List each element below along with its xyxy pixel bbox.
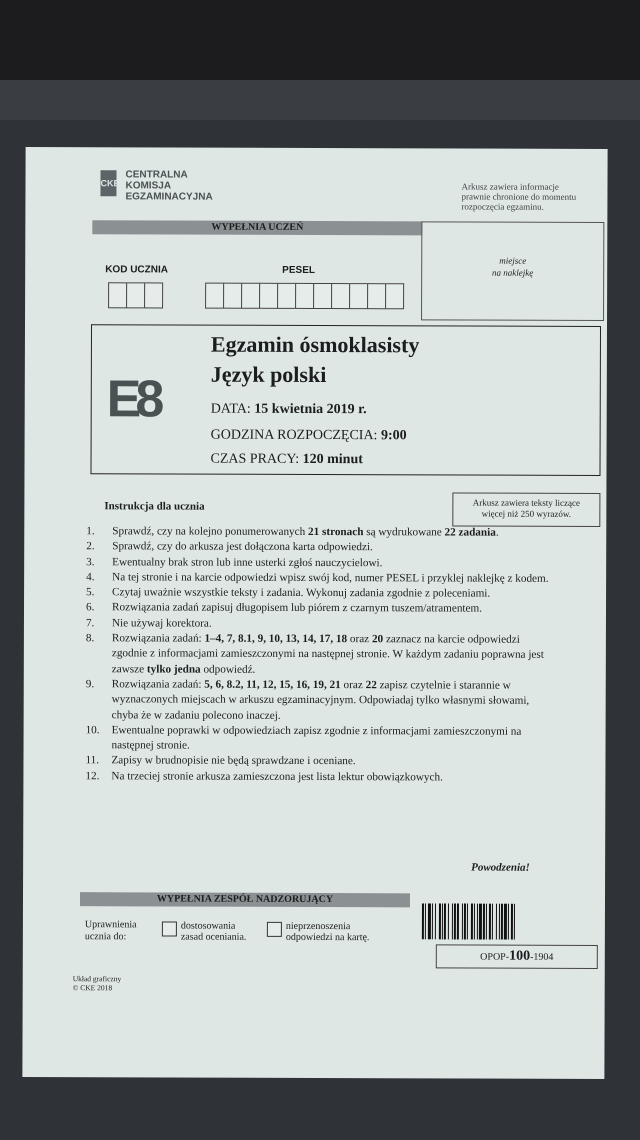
instruction-item: 7. Nie używaj korektora. — [85, 616, 212, 630]
exam-start-time: GODZINA ROZPOCZĘCIA: 9:00 — [210, 427, 407, 444]
good-luck-text: Powodzenia! — [471, 861, 530, 874]
protected-info-note: Arkusz zawiera informacje prawnie chronione do momentu rozpoczęcia egzaminu. — [461, 181, 577, 212]
graphic-layout-credit: Układ graficzny © CKE 2018 — [72, 974, 122, 993]
pesel-field[interactable] — [205, 283, 403, 310]
no-transfer-label: nieprzenoszenia odpowiedzi na kartę. — [285, 920, 370, 944]
dark-background — [0, 0, 640, 95]
instruction-item: 2. Sprawdź, czy do arkusza jest dołączona karta odpowiedzi. — [86, 540, 373, 554]
instruction-item: 3. Ewentualny brak stron lub inne usterki zgłoś nauczycielowi. — [86, 555, 383, 569]
sheet-code: OPOP-100-1904 — [436, 944, 598, 969]
exam-duration: CZAS PRACY: 120 minut — [210, 451, 363, 468]
exam-date: DATA: 15 kwietnia 2019 r. — [210, 401, 367, 418]
adapted-grading-checkbox[interactable] — [162, 921, 177, 936]
cke-logo-icon: CKE — [100, 170, 116, 196]
instruction-item: 5. Czytaj uważnie wszystkie teksty i zadania. Wykonuj zadania zgodnie z poleceniami. — [86, 586, 491, 600]
supervisors-section-bar: WYPEŁNIA ZESPÓŁ NADZORUJĄCY — [80, 892, 410, 907]
sticker-label: miejsce na naklejkę — [492, 255, 534, 278]
e8-logo: E8 — [106, 370, 159, 429]
instruction-item: 8. Rozwiązania zadań: 1–4, 7, 8.1, 9, 10, 13, 14, 17, 18 oraz 20 zaznacz na karcie odpowiedzi zgodnie z informacjami zamieszczonymi na następnej stronie. W każdym zadaniu poprawna jest zawsze tylko jedna odpowiedź. — [85, 632, 544, 676]
rights-label: Uprawnienia ucznia do: — [84, 919, 137, 943]
instructions-list — [85, 524, 556, 786]
cke-logo-text: CENTRALNA KOMISJA EGZAMINACYJNA — [125, 169, 213, 203]
instructions-title: Instrukcja dla ucznia — [104, 500, 205, 513]
student-section-bar: WYPEŁNIA UCZEŃ — [92, 220, 422, 235]
student-code-field[interactable] — [108, 282, 162, 308]
instruction-item: 6. Rozwiązania zadań zapisuj długopisem lub piórem z czarnym tuszem/atramentem. — [85, 601, 483, 616]
instruction-item: 4. Na tej stronie i na karcie odpowiedzi wpisz swój kod, numer PESEL i przyklej naklejkę z kodem. — [86, 571, 549, 585]
sticker-area[interactable] — [421, 221, 604, 321]
pesel-label: PESEL — [282, 264, 316, 276]
exam-title: Egzamin ósmoklasisty — [210, 331, 420, 358]
long-texts-notice: Arkusz zawiera teksty liczące więcej niż 250 wyrazów. — [452, 492, 600, 527]
no-transfer-checkbox[interactable] — [267, 922, 282, 937]
instruction-item: 1. Sprawdź, czy na kolejno ponumerowanych 21 stronach są wydrukowane 22 zadania. — [86, 525, 499, 539]
exam-sheet — [22, 147, 607, 1079]
instruction-item: 11. Zapisy w brudnopisie nie będą sprawdzane i oceniane. — [85, 754, 356, 768]
student-code-label: KOD UCZNIA — [105, 264, 168, 276]
instruction-item: 9. Rozwiązania zadań: 5, 6, 8.2, 11, 12, 15, 16, 19, 21 oraz 22 zapisz czytelnie i starannie w wyznaczonych miejscach w arkuszu egzaminacyjnym. Odpowiadaj tylko własnymi słowami, chyba że w zadaniu polecono inaczej. — [85, 678, 530, 722]
barcode-icon — [420, 903, 602, 940]
instruction-item: 12. Na trzeciej stronie arkusza zamieszczona jest lista lektur obowiązkowych. — [85, 769, 443, 784]
exam-subject: Język polski — [210, 361, 327, 388]
adapted-grading-label: dostosowania zasad oceniania. — [180, 920, 247, 943]
instruction-item: 10. Ewentualne poprawki w odpowiedziach zapisz zgodnie z informacjami zamieszczonymi na następnej stronie. — [85, 724, 522, 752]
